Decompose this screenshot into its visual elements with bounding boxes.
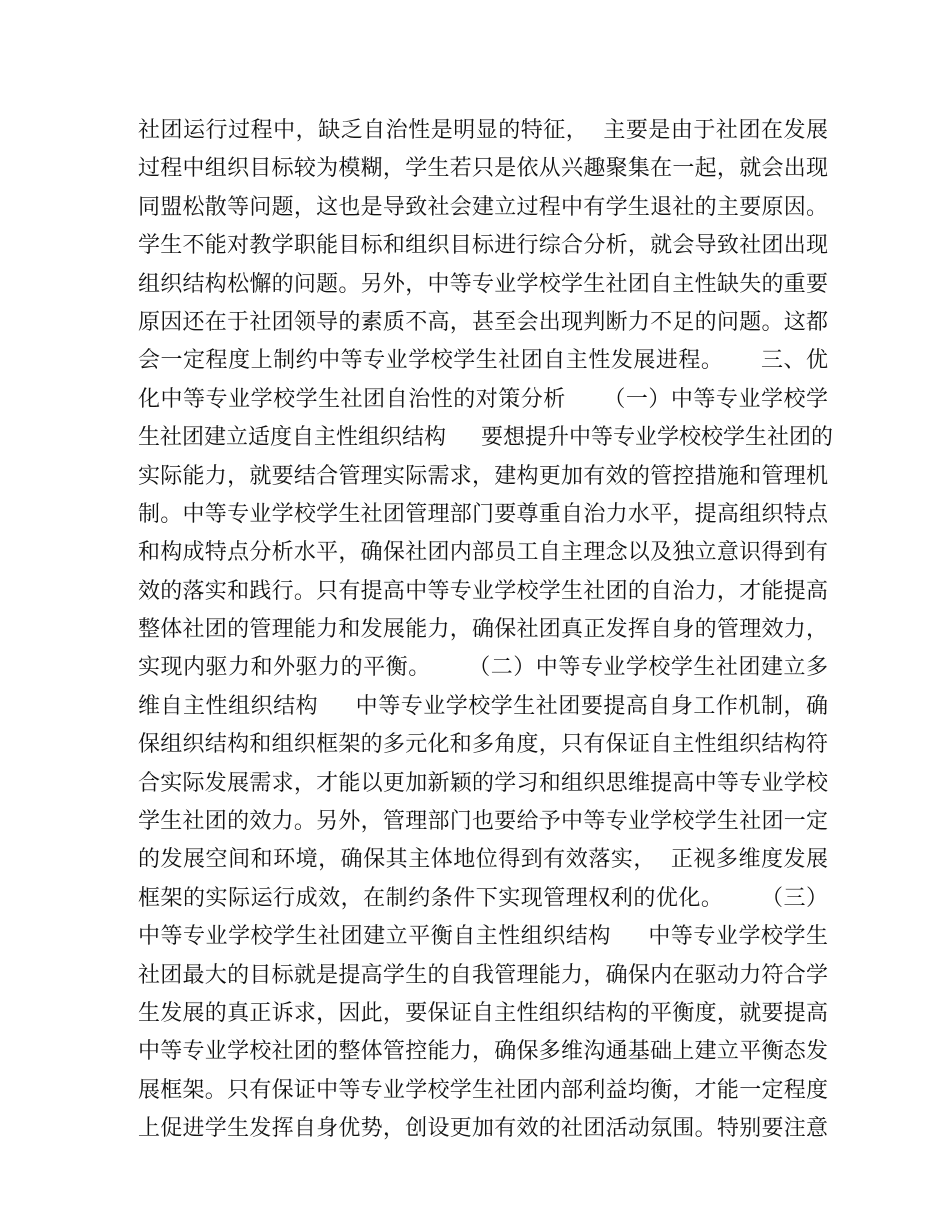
text-line: 过程中组织目标较为模糊，学生若只是依从兴趣聚集在一起，就会出现 <box>138 156 828 182</box>
text-line: 中等专业学校社团的整体管控能力，确保多维沟通基础上建立平衡态发 <box>138 1039 828 1065</box>
text-line: 上促进学生发挥自身优势，创设更加有效的社团活动氛围。特别要注意 <box>138 1116 828 1142</box>
text-line: 维自主性组织结构 中等专业学校学生社团要提高自身工作机制，确 <box>138 693 828 719</box>
body-text <box>138 112 833 1149</box>
text-line: 会一定程度上制约中等专业学校学生社团自主性发展进程。 三、优 <box>138 348 828 374</box>
text-line: 实际能力，就要结合管理实际需求，建构更加有效的管控措施和管理机 <box>138 463 828 489</box>
text-line: 社团最大的目标就是提高学生的自我管理能力，确保内在驱动力符合学 <box>138 962 828 988</box>
text-line: 合实际发展需求，才能以更加新颖的学习和组织思维提高中等专业学校 <box>138 770 828 796</box>
text-line: 社团运行过程中，缺乏自治性是明显的特征， 主要是由于社团在发展 <box>138 118 828 143</box>
text-line: 框架的实际运行成效，在制约条件下实现管理权利的优化。 （三） <box>138 885 828 911</box>
text-line: 中等专业学校学生社团建立平衡自主性组织结构 中等专业学校学生 <box>138 924 828 950</box>
text-line: 学生不能对教学职能目标和组织目标进行综合分析，就会导致社团出现 <box>138 233 828 259</box>
text-line: 化中等专业学校学生社团自治性的对策分析 （一）中等专业学校学 <box>138 386 828 412</box>
text-line: 实现内驱力和外驱力的平衡。 （二）中等专业学校学生社团建立多 <box>138 655 828 681</box>
text-line: 组织结构松懈的问题。另外，中等专业学校学生社团自主性缺失的重要 <box>138 271 828 297</box>
text-line: 制。中等专业学校学生社团管理部门要尊重自治力水平，提高组织特点 <box>138 501 828 527</box>
text-line: 展框架。只有保证中等专业学校学生社团内部利益均衡，才能一定程度 <box>138 1077 828 1103</box>
text-line: 学生社团的效力。另外，管理部门也要给予中等专业学校学生社团一定 <box>138 809 828 835</box>
text-line: 原因还在于社团领导的素质不高，甚至会出现判断力不足的问题。这都 <box>138 309 828 335</box>
text-line: 保组织结构和组织框架的多元化和多角度，只有保证自主性组织结构符 <box>138 732 828 758</box>
text-line: 效的落实和践行。只有提高中等专业学校学生社团的自治力，才能提高 <box>138 578 828 604</box>
text-line: 和构成特点分析水平，确保社团内部员工自主理念以及独立意识得到有 <box>138 540 828 566</box>
text-line: 的发展空间和环境，确保其主体地位得到有效落实， 正视多维度发展 <box>138 847 828 873</box>
text-line: 生发展的真正诉求，因此，要保证自主性组织结构的平衡度，就要提高 <box>138 1000 828 1026</box>
text-line: 生社团建立适度自主性组织结构 要想提升中等专业学校校学生社团的 <box>138 425 833 451</box>
text-line: 整体社团的管理能力和发展能力，确保社团真正发挥自身的管理效力， <box>138 617 828 643</box>
text-line: 同盟松散等问题，这也是导致社会建立过程中有学生退社的主要原因。 <box>138 194 828 220</box>
